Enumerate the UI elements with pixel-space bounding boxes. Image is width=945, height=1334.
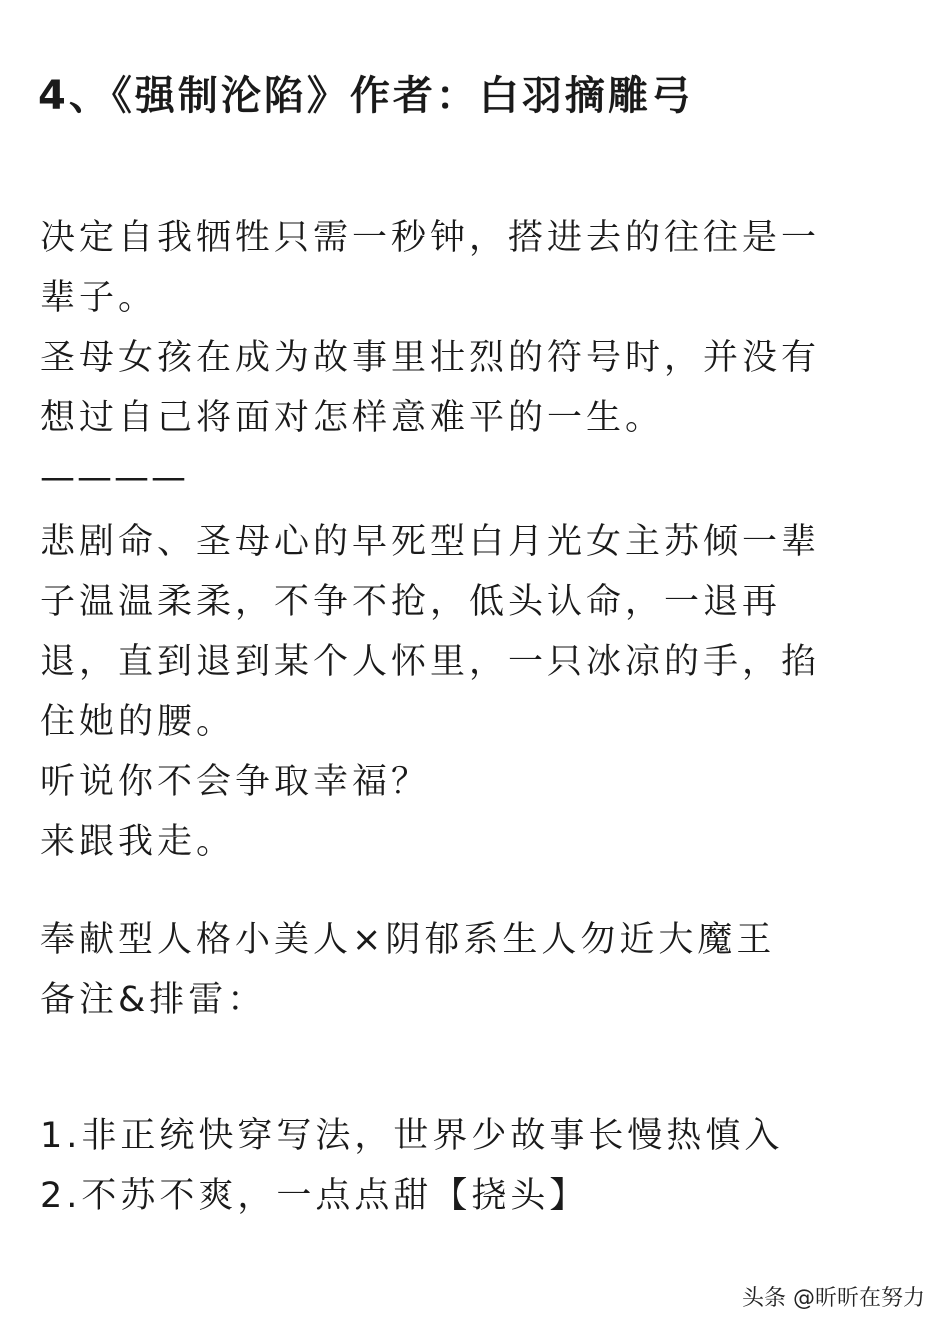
text-line-13: 备注&排雷： <box>40 980 267 1020</box>
text-line-3: 圣母女孩在成为故事里壮烈的符号时，并没有 <box>40 338 821 378</box>
text-line-1: 决定自我牺牲只需一秒钟，搭进去的往往是一 <box>40 218 821 258</box>
note-item-2: 2.不苏不爽，一点点甜【挠头】 <box>40 1176 589 1216</box>
text-line-12: 奉献型人格小美人×阴郁系生人勿近大魔王 <box>40 920 776 960</box>
text-line-10: 听说你不会争取幸福？ <box>40 762 431 802</box>
text-line-4: 想过自己将面对怎样意难平的一生。 <box>40 398 665 438</box>
text-line-2: 辈子。 <box>40 278 158 318</box>
text-line-7: 子温温柔柔，不争不抢，低头认命，一退再 <box>40 582 782 622</box>
text-line-9: 住她的腰。 <box>40 702 236 742</box>
text-line-8: 退，直到退到某个人怀里，一只冰凉的手，掐 <box>40 642 821 682</box>
text-line-11: 来跟我走。 <box>40 822 236 862</box>
text-line-6: 悲剧命、圣母心的早死型白月光女主苏倾一辈 <box>40 522 821 562</box>
article-title: 4、《强制沦陷》作者：白羽摘雕弓 <box>38 73 694 119</box>
divider-text: ———— <box>40 458 188 498</box>
watermark: 头条 @昕昕在努力 <box>742 1286 925 1311</box>
note-item-1: 1.非正统快穿写法，世界少故事长慢热慎入 <box>40 1116 784 1156</box>
